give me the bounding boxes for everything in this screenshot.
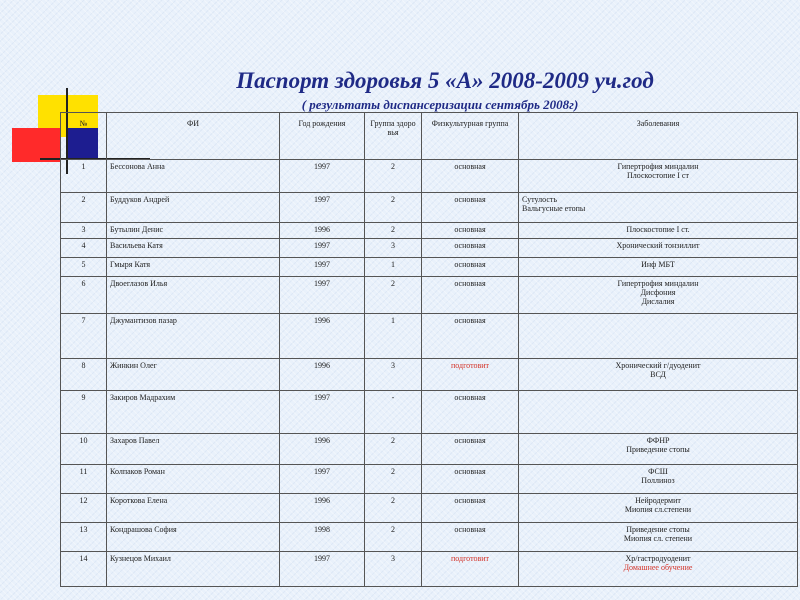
disease-line: ФСШ [648, 467, 668, 476]
header-pe: Физкультурная группа [422, 113, 519, 160]
cell-group: 1 [365, 314, 422, 359]
cell-year: 1996 [280, 494, 365, 523]
disease-line: Домашнее обучение [623, 563, 693, 572]
cell-disease [519, 258, 798, 277]
cell-num: 1 [61, 160, 107, 193]
cell-pe: основная [422, 465, 519, 494]
cell-fio: Колпаков Роман [107, 465, 280, 494]
disease-line: Инф МБТ [641, 260, 675, 269]
cell-group: 2 [365, 160, 422, 193]
cell-group: 3 [365, 239, 422, 258]
disease-line: Дисфония [640, 288, 676, 297]
cell-disease [519, 391, 798, 434]
decor-red-square [12, 128, 60, 162]
table-row [61, 434, 798, 465]
table-row [61, 494, 798, 523]
cell-pe: основная [422, 434, 519, 465]
cell-group: 2 [365, 223, 422, 239]
table-row [61, 391, 798, 434]
cell-fio: Кузнецов Михаил [107, 552, 280, 587]
disease-line: ВСД [650, 370, 666, 379]
disease-line: Плоскостопие I ст [627, 171, 689, 180]
disease-line: Хронический тонзиллит [616, 241, 700, 250]
cell-year: 1997 [280, 277, 365, 314]
cell-group: 3 [365, 552, 422, 587]
disease-line: Сутулость [522, 195, 558, 204]
cell-num: 11 [61, 465, 107, 494]
cell-num: 4 [61, 239, 107, 258]
header-fio: ФИ [107, 113, 280, 160]
cell-fio: Джумантизов пазар [107, 314, 280, 359]
cell-group: 2 [365, 193, 422, 223]
cell-pe: основная [422, 193, 519, 223]
cell-pe: подготовит [422, 552, 519, 587]
cell-num: 13 [61, 523, 107, 552]
cell-fio: Двоеглазов Илья [107, 277, 280, 314]
cell-pe: основная [422, 239, 519, 258]
table-row [61, 552, 798, 587]
disease-line: Хронический г/дуоденит [615, 361, 701, 370]
cell-disease [519, 523, 798, 552]
cell-pe: основная [422, 314, 519, 359]
cell-year: 1997 [280, 552, 365, 587]
cell-disease [519, 223, 798, 239]
cell-pe: основная [422, 494, 519, 523]
disease-line: Приведение стопы [626, 525, 690, 534]
cell-num: 8 [61, 359, 107, 391]
disease-line: Дислалия [641, 297, 675, 306]
cell-year: 1997 [280, 193, 365, 223]
disease-line: ФФНР [646, 436, 670, 445]
table-row [61, 258, 798, 277]
cell-fio: Гмыря Катя [107, 258, 280, 277]
header-year: Год рождения [280, 113, 365, 160]
cell-fio: Бутылин Денис [107, 223, 280, 239]
cell-pe: основная [422, 391, 519, 434]
cell-num: 9 [61, 391, 107, 434]
cell-group: 2 [365, 523, 422, 552]
header-disease: Заболевания [519, 113, 798, 160]
disease-line: Гипертрофия миндалин [617, 279, 699, 288]
disease-line: Гипертрофия миндалин [617, 162, 699, 171]
header-num: № [61, 113, 107, 160]
cell-num: 12 [61, 494, 107, 523]
cell-year: 1997 [280, 391, 365, 434]
disease-line: Приведение стопы [626, 445, 690, 454]
cell-pe: основная [422, 277, 519, 314]
cell-disease [519, 359, 798, 391]
table-row [61, 523, 798, 552]
table-row [61, 223, 798, 239]
table-row [61, 359, 798, 391]
cell-num: 6 [61, 277, 107, 314]
cell-fio: Бессонова Анна [107, 160, 280, 193]
cell-group: 1 [365, 258, 422, 277]
page-subtitle: ( результаты диспансеризации сентябрь 2008г) [301, 97, 579, 112]
cell-group: 2 [365, 494, 422, 523]
disease-line: Нейродермит [635, 496, 681, 505]
cell-fio: Васильева Катя [107, 239, 280, 258]
cell-year: 1997 [280, 258, 365, 277]
disease-line: Миопия сл. степени [623, 534, 693, 543]
cell-num: 14 [61, 552, 107, 587]
cell-pe: подготовит [422, 359, 519, 391]
disease-line: Вальгусные етопы [522, 204, 586, 213]
cell-fio: Буддуков Андрей [107, 193, 280, 223]
cell-group: 2 [365, 277, 422, 314]
table-row [61, 314, 798, 359]
cell-group: 2 [365, 434, 422, 465]
cell-pe: основная [422, 223, 519, 239]
cell-disease [519, 434, 798, 465]
cell-year: 1997 [280, 160, 365, 193]
cell-fio: Кондрашова София [107, 523, 280, 552]
cell-disease [519, 160, 798, 193]
cell-num: 2 [61, 193, 107, 223]
cell-group: 2 [365, 465, 422, 494]
table-row [61, 160, 798, 193]
cell-disease [519, 277, 798, 314]
table-row [61, 239, 798, 258]
cell-num: 10 [61, 434, 107, 465]
cell-disease [519, 239, 798, 258]
cell-fio: Короткова Елена [107, 494, 280, 523]
cell-disease [519, 193, 798, 223]
table-row [61, 277, 798, 314]
cell-group: - [365, 391, 422, 434]
cell-pe: основная [422, 523, 519, 552]
page-title: Паспорт здоровья 5 «А» 2008-2009 уч.год [236, 68, 654, 93]
cell-group: 3 [365, 359, 422, 391]
disease-line: Поллиноз [641, 476, 675, 485]
cell-year: 1996 [280, 434, 365, 465]
cell-year: 1998 [280, 523, 365, 552]
cell-fio: Захаров Павел [107, 434, 280, 465]
disease-line: Миопия сл.степени [624, 505, 692, 514]
cell-disease [519, 494, 798, 523]
cell-year: 1996 [280, 223, 365, 239]
cell-pe: основная [422, 258, 519, 277]
cell-disease [519, 465, 798, 494]
table-header-row [61, 113, 798, 160]
table-row [61, 465, 798, 494]
table-row [61, 193, 798, 223]
cell-fio: Закиров Мадрахим [107, 391, 280, 434]
cell-num: 3 [61, 223, 107, 239]
header-group: Группа здоро вья [365, 113, 422, 160]
cell-num: 7 [61, 314, 107, 359]
cell-year: 1997 [280, 239, 365, 258]
cell-num: 5 [61, 258, 107, 277]
cell-year: 1996 [280, 359, 365, 391]
health-table [60, 112, 798, 587]
cell-pe: основная [422, 160, 519, 193]
cell-fio: Жинкин Олег [107, 359, 280, 391]
cell-year: 1996 [280, 314, 365, 359]
disease-line: Плоскостопие I ст. [626, 225, 690, 234]
cell-year: 1997 [280, 465, 365, 494]
cell-disease [519, 314, 798, 359]
disease-line: Хр/гастродуоденит [625, 554, 691, 563]
cell-disease [519, 552, 798, 587]
